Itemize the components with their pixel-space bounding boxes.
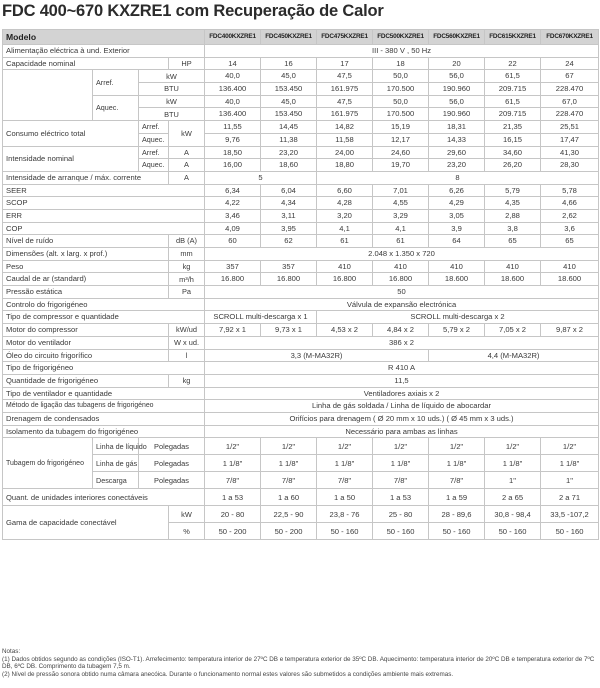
cell-unit: %	[169, 523, 205, 540]
cell-value: 50 - 200	[261, 523, 317, 540]
cell-value: 47,5	[317, 95, 373, 108]
cell-value: 2 a 71	[541, 489, 599, 506]
cell-value: 19,70	[373, 159, 429, 172]
cell-value: 56,0	[429, 70, 485, 83]
row-err	[3, 209, 599, 222]
row-piping-liquid	[3, 438, 599, 455]
model-name: FDC670KXZRE1	[541, 30, 599, 45]
cell-value: SCROLL multi-descarga x 1	[205, 311, 317, 324]
cell-value: 50,0	[373, 70, 429, 83]
cell-value: 1/2"	[261, 438, 317, 455]
cell-value: 2.048 x 1.350 x 720	[205, 248, 599, 261]
sub-label: Linha de gás	[93, 455, 139, 472]
cell-value: 50 - 160	[541, 523, 599, 540]
model-name: FDC475KXZRE1	[317, 30, 373, 45]
cell-value: 16	[261, 57, 317, 70]
row-label: Isolamento da tubagem do frigorigéneo	[3, 425, 205, 438]
row-refrigerant-qty	[3, 374, 599, 387]
cell-value: 4,53 x 2	[317, 324, 373, 337]
cell-value: 11,38	[261, 133, 317, 146]
cell-value: 209.715	[485, 83, 541, 96]
row-connection-method	[3, 400, 599, 413]
row-consumption-cool	[3, 121, 599, 134]
cell-value: 14,82	[317, 121, 373, 134]
cell-value: 4,4 (M-MA32R)	[429, 349, 599, 362]
cell-value: 1 1/8"	[205, 455, 261, 472]
cell-unit: kg	[169, 374, 205, 387]
cell-value: 4,35	[485, 197, 541, 210]
cell-unit: W x ud.	[169, 336, 205, 349]
cell-value: 16.800	[373, 273, 429, 286]
row-piping-gas	[3, 455, 599, 472]
cell-value: 64	[429, 235, 485, 248]
cell-value: 1 1/8"	[373, 455, 429, 472]
cell-value: 4,1	[317, 222, 373, 235]
cell-value: 1"	[485, 472, 541, 489]
cell-value: 65	[541, 235, 599, 248]
cell-value: 28,30	[541, 159, 599, 172]
cell-value: 7,92 x 1	[205, 324, 261, 337]
cell-value: 7,01	[373, 184, 429, 197]
cell-value: 1/2"	[205, 438, 261, 455]
cell-value: 4,22	[205, 197, 261, 210]
row-static-pressure	[3, 286, 599, 299]
cell-value: 1 a 53	[205, 489, 261, 506]
cell-value: 7/8"	[317, 472, 373, 489]
cell-unit: A	[169, 171, 205, 184]
cell-value: 16,15	[485, 133, 541, 146]
cell-value: 5,79	[485, 184, 541, 197]
row-drainage	[3, 412, 599, 425]
row-label: SEER	[3, 184, 205, 197]
cell-unit: Polegadas	[139, 438, 205, 455]
cell-unit: kW	[169, 121, 205, 146]
cell-value: 3,05	[429, 209, 485, 222]
cell-value: 161.975	[317, 108, 373, 121]
cell-value: 24	[541, 57, 599, 70]
cell-value: 209.715	[485, 108, 541, 121]
cell-value: 21,35	[485, 121, 541, 134]
cell-value: 50 - 160	[429, 523, 485, 540]
cell-value: 161.975	[317, 83, 373, 96]
cell-value: 3,8	[485, 222, 541, 235]
cell-value: 3,20	[317, 209, 373, 222]
row-label: Tipo de ventilador e quantidade	[3, 387, 205, 400]
cell-value: 56,0	[429, 95, 485, 108]
cell-value: 3,46	[205, 209, 261, 222]
cell-value: 1 1/8"	[485, 455, 541, 472]
cell-value: 24,00	[317, 146, 373, 159]
row-label: Nível de ruído	[3, 235, 169, 248]
cell-value: 170.500	[373, 108, 429, 121]
sub-label: Linha de líquido	[93, 438, 139, 455]
cell-value: 16.800	[317, 273, 373, 286]
row-label: Dimensões (alt. x larg. x prof.)	[3, 248, 169, 261]
row-refrigerant-type	[3, 362, 599, 375]
cell-value: 5,79 x 2	[429, 324, 485, 337]
row-label: Peso	[3, 260, 169, 273]
row-label: Motor do ventilador	[3, 336, 169, 349]
cell-value: 1 a 53	[373, 489, 429, 506]
row-compressor-type	[3, 311, 599, 324]
cell-value: 17	[317, 57, 373, 70]
note-2: (2) Nível de pressão sonora obtido numa câmara anecóica. Durante o funcionamento normal estes valores são submetidos a condições ambiente mais extremas.	[2, 671, 454, 679]
note-1: (1) Dados obtidos segundo as condições (ISO-T1). Arrefecimento: temperatura interior de 27ºC DB e temperatura exterior de 35ºC DB. Aquecimento: temperatura interior de 20ºC DB e temperatura exterior de 7ºC DB, 6ºC DB. Comprimento da tubagem 7,5 m.	[2, 655, 595, 671]
cell-unit: kW/ud	[169, 324, 205, 337]
row-scop	[3, 197, 599, 210]
row-label: Quantidade de frigorigéneo	[3, 374, 169, 387]
header-label: Modelo	[3, 30, 205, 45]
cell-value: 14,45	[261, 121, 317, 134]
model-name: FDC450KXZRE1	[261, 30, 317, 45]
cell-unit: l	[169, 349, 205, 362]
cell-value: 4,29	[429, 197, 485, 210]
model-name: FDC615KXZRE1	[485, 30, 541, 45]
cell-value: 410	[373, 260, 429, 273]
cell-value: 34,60	[485, 146, 541, 159]
cell-unit: m³/h	[169, 273, 205, 286]
cell-unit: mm	[169, 248, 205, 261]
cell-value: 4,1	[373, 222, 429, 235]
cell-value: 190.960	[429, 83, 485, 96]
cell-value: 357	[261, 260, 317, 273]
row-noise	[3, 235, 599, 248]
cell-value: 18.600	[429, 273, 485, 286]
sub-label: Aquec.	[139, 133, 169, 146]
sub-label: Aquec.	[93, 95, 139, 120]
cell-value: 24,60	[373, 146, 429, 159]
row-label: Gama de capacidade conectável	[3, 506, 169, 540]
row-insulation	[3, 425, 599, 438]
cell-value: 3,11	[261, 209, 317, 222]
cell-value: 4,34	[261, 197, 317, 210]
cell-value: 1 1/8"	[261, 455, 317, 472]
cell-value: 3,95	[261, 222, 317, 235]
cell-value: 357	[205, 260, 261, 273]
cell-value: 410	[317, 260, 373, 273]
cell-value: 7/8"	[373, 472, 429, 489]
row-heating-kw	[3, 95, 599, 108]
cell-value: 1 1/8"	[317, 455, 373, 472]
cell-value: 3,29	[373, 209, 429, 222]
cell-value: 1 a 50	[317, 489, 373, 506]
cell-value: 50 - 160	[373, 523, 429, 540]
cell-value: 30,8 - 98,4	[485, 506, 541, 523]
cell-value: 45,0	[261, 70, 317, 83]
sub-label: Descarga	[93, 472, 139, 489]
cell-value: SCROLL multi-descarga x 2	[317, 311, 599, 324]
row-capacity-hp	[3, 57, 599, 70]
row-indoor-units	[3, 489, 599, 506]
row-seer	[3, 184, 599, 197]
row-current-cool	[3, 146, 599, 159]
cell-value: 14	[205, 57, 261, 70]
cell-value: 23,20	[261, 146, 317, 159]
cell-value: 1 a 59	[429, 489, 485, 506]
row-compressor-motor	[3, 324, 599, 337]
cell-value: 9,87 x 2	[541, 324, 599, 337]
cell-value: 410	[541, 260, 599, 273]
row-label: SCOP	[3, 197, 205, 210]
cell-value: 41,30	[541, 146, 599, 159]
cell-value: 18,31	[429, 121, 485, 134]
row-weight	[3, 260, 599, 273]
cell-value: 28 - 89,6	[429, 506, 485, 523]
cell-value: Orifícios para drenagem ( Ø 20 mm x 10 uds.) ( Ø 45 mm x 3 uds.)	[205, 412, 599, 425]
row-label: Quant. de unidades interiores conectáveis	[3, 489, 205, 506]
row-capacity-range-kw	[3, 506, 599, 523]
header-row	[3, 30, 599, 45]
cell-value: 16.800	[261, 273, 317, 286]
cell-unit: Polegadas	[139, 455, 205, 472]
cell-unit: kW	[139, 95, 205, 108]
cell-value: 3,6	[541, 222, 599, 235]
cell-value: 3,9	[429, 222, 485, 235]
cell-value: 4,66	[541, 197, 599, 210]
cell-value: 22	[485, 57, 541, 70]
cell-unit: Polegadas	[139, 472, 205, 489]
cell-value: 25,51	[541, 121, 599, 134]
cell-value: 47,5	[317, 70, 373, 83]
cell-value: 1 1/8"	[429, 455, 485, 472]
cell-value: 1/2"	[429, 438, 485, 455]
cell-value: 61	[317, 235, 373, 248]
cell-value: 8	[317, 171, 599, 184]
cell-value: 2 a 65	[485, 489, 541, 506]
row-label: Caudal de ar (standard)	[3, 273, 169, 286]
cell-value: Válvula de expansão electrónica	[205, 298, 599, 311]
row-label: Motor do compressor	[3, 324, 169, 337]
cell-value: 7/8"	[205, 472, 261, 489]
cell-value: 6,04	[261, 184, 317, 197]
cell-value: 20	[429, 57, 485, 70]
cell-value: Ventiladores axiais x 2	[205, 387, 599, 400]
cell-value: Linha de gás soldada / Linha de líquido de abocardar	[205, 400, 599, 413]
cell-value: 62	[261, 235, 317, 248]
cell-value: 3,3 (M-MA32R)	[205, 349, 429, 362]
cell-value: 4,55	[373, 197, 429, 210]
cell-value: 1 1/8"	[541, 455, 599, 472]
cell-value: 16.800	[205, 273, 261, 286]
cell-value: 50 - 200	[205, 523, 261, 540]
cell-unit: A	[169, 159, 205, 172]
row-piping-discharge	[3, 472, 599, 489]
cell-value: 12,17	[373, 133, 429, 146]
sub-label: Aquec.	[139, 159, 169, 172]
row-label: Óleo do circuito frigorífico	[3, 349, 169, 362]
row-dimensions	[3, 248, 599, 261]
cell-value: 7/8"	[429, 472, 485, 489]
cell-value: 50,0	[373, 95, 429, 108]
cell-value: 136.400	[205, 83, 261, 96]
sub-label: Arref.	[93, 70, 139, 95]
cell-unit: kW	[139, 70, 205, 83]
row-label: Controlo do frigorigéneo	[3, 298, 205, 311]
row-label-spacer	[3, 70, 93, 121]
cell-value: 40,0	[205, 70, 261, 83]
cell-value: 1/2"	[485, 438, 541, 455]
cell-value: 6,60	[317, 184, 373, 197]
cell-value: 20 - 80	[205, 506, 261, 523]
cell-value: 29,60	[429, 146, 485, 159]
cell-value: 61,5	[485, 95, 541, 108]
cell-value: 386 x 2	[205, 336, 599, 349]
cell-value: 170.500	[373, 83, 429, 96]
row-fan-type	[3, 387, 599, 400]
cell-value: 4,84 x 2	[373, 324, 429, 337]
row-power-supply	[3, 45, 599, 58]
cell-value: 11,58	[317, 133, 373, 146]
cell-value: 23,8 - 76	[317, 506, 373, 523]
cell-value: 61	[373, 235, 429, 248]
cell-value: 45,0	[261, 95, 317, 108]
cell-value: III - 380 V , 50 Hz	[205, 45, 599, 58]
cell-value: 23,20	[429, 159, 485, 172]
cell-value: 4,09	[205, 222, 261, 235]
cell-value: 1/2"	[541, 438, 599, 455]
cell-value: 67	[541, 70, 599, 83]
cell-value: 22,5 - 90	[261, 506, 317, 523]
row-label: Pressão estática	[3, 286, 169, 299]
cell-value: 14,33	[429, 133, 485, 146]
cell-value: 15,19	[373, 121, 429, 134]
cell-value: 60	[205, 235, 261, 248]
cell-value: 18	[373, 57, 429, 70]
row-fan-motor	[3, 336, 599, 349]
row-starting-current	[3, 171, 599, 184]
row-label: Tipo de compressor e quantidade	[3, 311, 205, 324]
cell-unit: kW	[169, 506, 205, 523]
cell-value: 61,5	[485, 70, 541, 83]
cell-value: 50	[205, 286, 599, 299]
cell-value: 18,80	[317, 159, 373, 172]
cell-unit: BTU	[139, 83, 205, 96]
cell-value: 2,88	[485, 209, 541, 222]
cell-value: 190.960	[429, 108, 485, 121]
cell-value: 26,20	[485, 159, 541, 172]
row-label: Tubagem do frigorigéneo	[3, 438, 93, 489]
cell-value: 25 - 80	[373, 506, 429, 523]
cell-value: 410	[429, 260, 485, 273]
row-label: Capacidade nominal	[3, 57, 169, 70]
notes-heading: Notas:	[2, 648, 21, 655]
cell-unit: A	[169, 146, 205, 159]
model-name: FDC400KXZRE1	[205, 30, 261, 45]
page-title: FDC 400~670 KXZRE1 com Recuperação de Calor	[2, 2, 384, 20]
row-label: Alimentação eléctrica à und. Exterior	[3, 45, 205, 58]
sub-label: Arref.	[139, 121, 169, 134]
cell-value: 7/8"	[261, 472, 317, 489]
row-label: COP	[3, 222, 205, 235]
row-cop	[3, 222, 599, 235]
cell-value: 18.600	[485, 273, 541, 286]
cell-value: 228.470	[541, 108, 599, 121]
cell-value: 11,55	[205, 121, 261, 134]
cell-value: 18.600	[541, 273, 599, 286]
row-label: Intensidade nominal	[3, 146, 139, 171]
cell-unit: HP	[169, 57, 205, 70]
cell-unit: dB (A)	[169, 235, 205, 248]
cell-value: R 410 A	[205, 362, 599, 375]
spec-table	[2, 29, 599, 540]
cell-value: 11,5	[205, 374, 599, 387]
cell-value: 2,62	[541, 209, 599, 222]
cell-value: 410	[485, 260, 541, 273]
cell-value: 9,76	[205, 133, 261, 146]
cell-value: 4,28	[317, 197, 373, 210]
cell-value: 50 - 160	[317, 523, 373, 540]
row-label: Tipo de frigorigéneo	[3, 362, 205, 375]
cell-value: Necessário para ambas as linhas	[205, 425, 599, 438]
cell-value: 5,78	[541, 184, 599, 197]
cell-unit: kg	[169, 260, 205, 273]
sub-label: Arref.	[139, 146, 169, 159]
row-airflow	[3, 273, 599, 286]
row-refrigerant-control	[3, 298, 599, 311]
cell-value: 228.470	[541, 83, 599, 96]
row-label: ERR	[3, 209, 205, 222]
cell-value: 18,50	[205, 146, 261, 159]
model-name: FDC560KXZRE1	[429, 30, 485, 45]
cell-value: 17,47	[541, 133, 599, 146]
row-label: Drenagem de condensados	[3, 412, 205, 425]
cell-value: 9,73 x 1	[261, 324, 317, 337]
cell-unit: BTU	[139, 108, 205, 121]
model-name: FDC500KXZRE1	[373, 30, 429, 45]
row-label: Consumo eléctrico total	[3, 121, 139, 146]
cell-value: 1/2"	[317, 438, 373, 455]
cell-value: 50 - 160	[485, 523, 541, 540]
cell-value: 16,00	[205, 159, 261, 172]
footnotes	[2, 648, 598, 679]
cell-value: 65	[485, 235, 541, 248]
cell-value: 18,60	[261, 159, 317, 172]
cell-value: 153.450	[261, 108, 317, 121]
cell-value: 136.400	[205, 108, 261, 121]
row-label: Intensidade de arranque / máx. corrente	[3, 171, 169, 184]
cell-value: 6,34	[205, 184, 261, 197]
cell-value: 33,5 -107,2	[541, 506, 599, 523]
row-cooling-kw	[3, 70, 599, 83]
cell-value: 40,0	[205, 95, 261, 108]
cell-value: 6,26	[429, 184, 485, 197]
cell-value: 1 a 60	[261, 489, 317, 506]
cell-unit: Pa	[169, 286, 205, 299]
row-oil	[3, 349, 599, 362]
cell-value: 67,0	[541, 95, 599, 108]
cell-value: 1/2"	[373, 438, 429, 455]
cell-value: 153.450	[261, 83, 317, 96]
cell-value: 5	[205, 171, 317, 184]
row-label: Método de ligação das tubagens de frigorigéneo	[3, 400, 205, 413]
cell-value: 1"	[541, 472, 599, 489]
cell-value: 7,05 x 2	[485, 324, 541, 337]
